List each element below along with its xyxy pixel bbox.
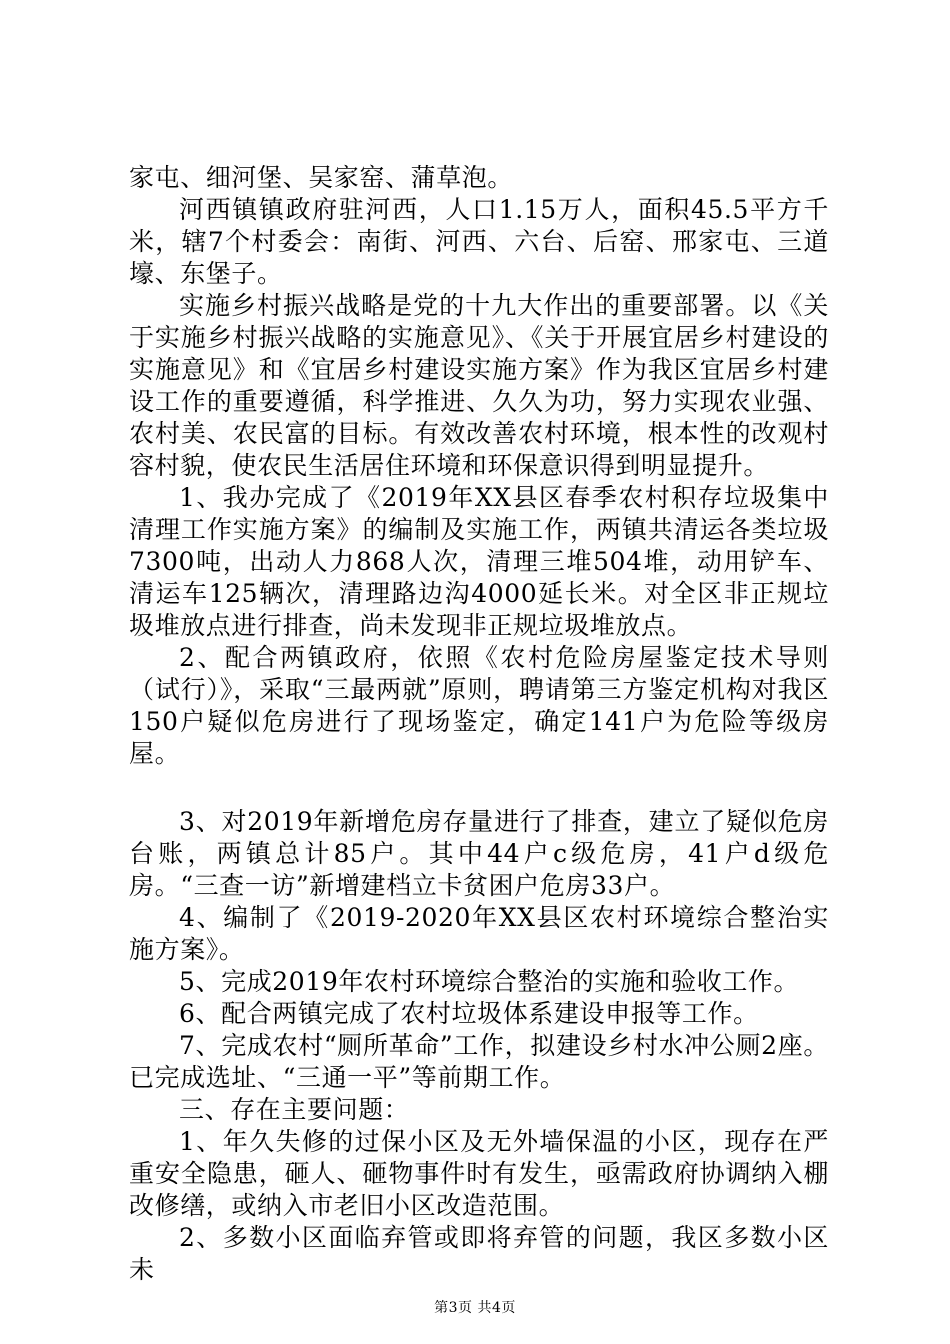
page-footer: 第3页 共4页	[434, 1300, 516, 1316]
paragraph-item-1-garbage-cleanup: 1、我办完成了《2019年XX县区春季农村积存垃圾集中清理工作实施方案》的编制及实施工作，两镇共清运各类垃圾7300吨，出动人力868人次，清理三堆504堆，动用铲车、清运车125辆次，清理路边沟4000延长米。对全区非正规垃圾堆放点进行排查，尚未发现非正规垃圾堆放点。	[129, 483, 829, 640]
section-heading-main-problems: 三、存在主要问题：	[179, 1095, 410, 1124]
paragraph-problem-2: 2、多数小区面临弃管或即将弃管的问题，我区多数小区未	[129, 1223, 829, 1284]
paragraph-village-list-continued: 家屯、细河堡、吴家窑、蒲草泡。	[129, 163, 514, 192]
paragraph-item-6-garbage-system: 6、配合两镇完成了农村垃圾体系建设申报等工作。	[179, 999, 759, 1028]
paragraph-item-7-toilet-revolution: 7、完成农村“厕所革命”工作，拟建设乡村水冲公厕2座。已完成选址、“三通一平”等前期工作。	[129, 1031, 829, 1092]
paragraph-item-2-dangerous-houses: 2、配合两镇政府，依照《农村危险房屋鉴定技术导则（试行）》，采取“三最两就”原则，聘请第三方鉴定机构对我区150户疑似危房进行了现场鉴定，确定141户为危险等级房屋。	[129, 643, 829, 768]
paragraph-rural-revitalization: 实施乡村振兴战略是党的十九大作出的重要部署。以《关于实施乡村振兴战略的实施意见》、《关于开展宜居乡村建设的实施意见》和《宜居乡村建设实施方案》作为我区宜居乡村建设工作的重要遵循，科学推进、久久为功，努力实现农业强、农村美、农民富的目标。有效改善农村环境，根本性的改观村容村貌，使农民生活居住环境和环保意识得到明显提升。	[129, 291, 829, 480]
paragraph-problem-1: 1、年久失修的过保小区及无外墙保温的小区，现存在严重安全隐患，砸人、砸物事件时有发生，亟需政府协调纳入棚改修缮，或纳入市老旧小区改造范围。	[129, 1127, 829, 1220]
paragraph-hexi-town: 河西镇镇政府驻河西，人口1.15万人，面积45.5平方千米，辖7个村委会：南街、河西、六台、后窑、邢家屯、三道壕、东堡子。	[129, 195, 829, 288]
document-body	[129, 162, 829, 1286]
paragraph-item-3-new-dangerous-houses: 3、对2019年新增危房存量进行了排查，建立了疑似危房台账，两镇总计85户。其中44户c级危房，41户d级危房。“三查一访”新增建档立卡贫困户危房33户。	[129, 807, 829, 900]
paragraph-item-5-acceptance: 5、完成2019年农村环境综合整治的实施和验收工作。	[179, 967, 800, 996]
paragraph-item-4-plan: 4、编制了《2019-2020年XX县区农村环境综合整治实施方案》。	[129, 903, 829, 964]
